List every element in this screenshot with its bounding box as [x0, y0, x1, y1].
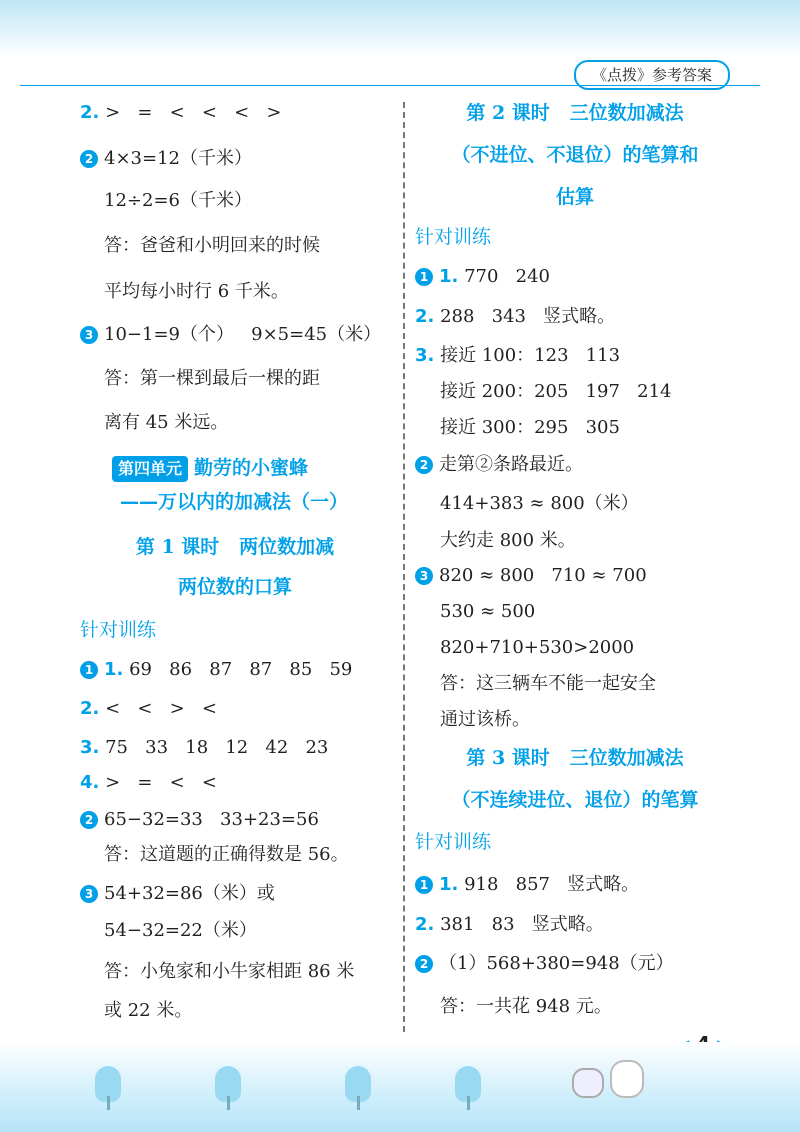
section-heading: 针对训练	[80, 619, 157, 641]
answer-line	[415, 913, 604, 937]
answer-text: 走第②条路最近。	[439, 454, 583, 475]
tree-trunk	[107, 1096, 110, 1110]
answer-text: 75 33 18 12 42 23	[105, 737, 329, 758]
answer-line: 答：一共花 948 元。	[440, 996, 612, 1017]
answer-line: 接近 200：205 197 214	[440, 381, 672, 402]
answer-text: 65−32=33 33+23=56	[104, 809, 319, 830]
answer-line: 答：小兔家和小牛家相距 86 米	[104, 961, 355, 982]
answer-line: 答：这三辆车不能一起安全	[440, 673, 656, 694]
answer-text: 288 343 竖式略。	[440, 306, 616, 327]
item-number: 1.	[104, 659, 124, 680]
item-number: 2.	[415, 306, 435, 327]
answer-line: 答：爸爸和小明回来的时候	[104, 235, 320, 256]
answer-line: 12÷2=6（千米）	[104, 190, 252, 211]
tree-trunk	[467, 1096, 470, 1110]
item-number: 4.	[80, 772, 100, 793]
unit-title: 勤劳的小蜜蜂	[194, 457, 309, 479]
question-badge-icon: 1	[415, 268, 433, 286]
answer-line: 或 22 米。	[104, 1000, 193, 1021]
answer-text: 4×3=12（千米）	[104, 148, 252, 169]
lesson-subtitle: （不进位、不退位）的笔算和	[451, 144, 699, 166]
lesson-title: 第 1 课时 两位数加减	[135, 536, 335, 558]
answer-line	[80, 658, 352, 682]
item-number: 1.	[439, 266, 459, 287]
answer-line: 54−32=22（米）	[104, 920, 257, 941]
answer-line	[80, 882, 275, 906]
lesson-subtitle: 两位数的口算	[177, 576, 292, 598]
book-tag: 《点拨》参考答案	[574, 60, 730, 90]
answer-line: 离有 45 米远。	[104, 412, 229, 433]
header-rule	[20, 85, 760, 86]
answer-line	[80, 101, 281, 125]
question-badge-icon: 2	[415, 456, 433, 474]
answer-text: 54+32=86（米）或	[104, 883, 275, 904]
lesson-subtitle: 估算	[555, 186, 594, 208]
question-badge-icon: 2	[80, 811, 98, 829]
answer-text: 381 83 竖式略。	[440, 914, 604, 935]
answer-line: 大约走 800 米。	[440, 530, 576, 551]
answer-text: 918 857 竖式略。	[464, 874, 640, 895]
item-number: 2.	[80, 698, 100, 719]
answer-line	[80, 771, 217, 795]
answer-line: 接近 300：295 305	[440, 417, 620, 438]
answer-text: （1）568+380=948（元）	[439, 953, 674, 974]
answer-text: 69 86 87 87 85 59	[129, 659, 353, 680]
answer-text: 770 240	[464, 266, 550, 287]
answer-text: < < > <	[105, 698, 217, 719]
answer-line	[80, 323, 381, 347]
answer-line	[80, 147, 252, 171]
question-badge-icon: 3	[80, 885, 98, 903]
tree-trunk	[357, 1096, 360, 1110]
answer-line	[415, 265, 550, 289]
section-heading: 针对训练	[415, 226, 492, 248]
answer-line: 414+383 ≈ 800（米）	[440, 493, 639, 514]
question-badge-icon: 2	[80, 150, 98, 168]
answer-line: 530 ≈ 500	[440, 601, 536, 622]
item-number: 3.	[80, 737, 100, 758]
section-heading: 针对训练	[415, 831, 492, 853]
lesson-title: 第 2 课时 三位数加减法	[466, 102, 684, 124]
top-gradient-band	[0, 0, 800, 58]
answer-line	[415, 344, 620, 368]
question-badge-icon: 3	[80, 326, 98, 344]
answer-line: 答：第一棵到最后一棵的距	[104, 368, 320, 389]
answer-line	[415, 305, 615, 329]
answer-line	[80, 808, 319, 832]
question-badge-icon: 2	[415, 955, 433, 973]
item-number: 3.	[415, 345, 435, 366]
unit-heading	[112, 456, 308, 482]
question-badge-icon: 1	[80, 661, 98, 679]
item-number: 2.	[415, 914, 435, 935]
answer-line: 通过该桥。	[440, 709, 530, 730]
lesson-subtitle: （不连续进位、退位）的笔算	[451, 789, 699, 811]
answer-line	[415, 453, 583, 477]
answer-line	[415, 952, 674, 976]
column-divider	[403, 102, 405, 1032]
answer-text: 820 ≈ 800 710 ≈ 700	[439, 565, 647, 586]
answer-line: 答：这道题的正确得数是 56。	[104, 844, 349, 865]
answer-text: > = < <	[105, 772, 217, 793]
answer-line: 平均每小时行 6 千米。	[104, 281, 289, 302]
question-badge-icon: 3	[415, 567, 433, 585]
unit-badge: 第四单元	[112, 456, 188, 482]
item-number: 2.	[80, 102, 100, 123]
rabbit-mascot-icon	[610, 1060, 644, 1098]
answer-line	[80, 697, 217, 721]
unit-subtitle	[120, 490, 348, 515]
answer-line	[415, 564, 647, 588]
cartoon-animal-icon	[572, 1068, 604, 1098]
unit-subtitle-text: ——万以内的加减法（一）	[120, 491, 349, 513]
answer-line	[415, 873, 639, 897]
answer-text: 接近 100：123 113	[440, 345, 621, 366]
tree-trunk	[227, 1096, 230, 1110]
answer-line: 820+710+530>2000	[440, 637, 635, 658]
question-badge-icon: 1	[415, 876, 433, 894]
lesson-title: 第 3 课时 三位数加减法	[466, 747, 684, 769]
answer-text: > = < < < >	[105, 102, 282, 123]
answer-line	[80, 736, 328, 760]
answer-text: 10−1=9（个） 9×5=45（米）	[104, 324, 382, 345]
item-number: 1.	[439, 874, 459, 895]
